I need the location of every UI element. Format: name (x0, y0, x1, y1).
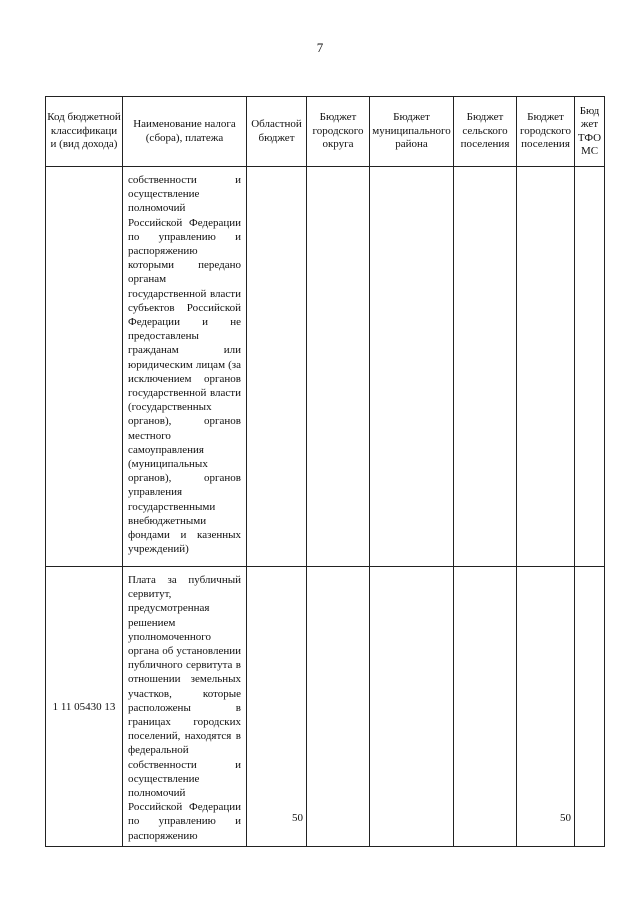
cell-urban-settlement (517, 567, 575, 847)
cell-urban-settlement (517, 167, 575, 567)
cell-rural (454, 567, 517, 847)
cell-municipal-district (370, 167, 454, 567)
value-regional: 50 (292, 812, 303, 824)
table-header-row (46, 97, 605, 167)
cell-tfoms (575, 167, 605, 567)
page-number: 7 (316, 40, 324, 55)
header-rural: Бюджет сельского поселения (454, 97, 517, 167)
cell-code: 1 11 05430 13 (46, 567, 123, 847)
header-city-district: Бюджет городского округа (307, 97, 370, 167)
cell-regional (247, 167, 307, 567)
budget-distribution-table (45, 96, 605, 847)
header-name: Наименование налога (сбора), платежа (123, 97, 247, 167)
cell-city-district (307, 567, 370, 847)
header-tfoms: Бюджет ТФОМС (575, 97, 605, 167)
header-regional: Областной бюджет (247, 97, 307, 167)
value-urban-settlement: 50 (560, 812, 571, 824)
cell-tfoms (575, 567, 605, 847)
header-municipal-district: Бюджет муниципального района (370, 97, 454, 167)
cell-name-text: Плата за публичный сервитут, предусмотренная решением уполномоченного органа об установлении публичного сервитута в отношении земельных участков, которые расположены в границах городских поселений, находятся в федеральной собственности и осуществление полномочий Российской Федерации по управлению и распоряжению (128, 574, 241, 842)
cell-name (123, 567, 247, 847)
header-urban-settlement: Бюджет городского поселения (517, 97, 575, 167)
cell-municipal-district (370, 567, 454, 847)
cell-name (123, 167, 247, 567)
cell-regional (247, 567, 307, 847)
cell-city-district (307, 167, 370, 567)
cell-code (46, 167, 123, 567)
cell-rural (454, 167, 517, 567)
table-row (46, 567, 605, 847)
header-code: Код бюджетной классификаци и (вид дохода) (46, 97, 123, 167)
cell-name-text: собственности и осуществление полномочий Российской Федерации по управлению и распоряжению которыми передано органам государственной власти субъектов Российской Федерации и не предоставлены гражданам или юридическим лицам (за исключением органов государственной власти (государственных органов), органов местного самоуправления (муниципальных органов), органов управления государственными внебюджетными фондами и казенных учреждений) (128, 174, 241, 556)
table-row (46, 167, 605, 567)
